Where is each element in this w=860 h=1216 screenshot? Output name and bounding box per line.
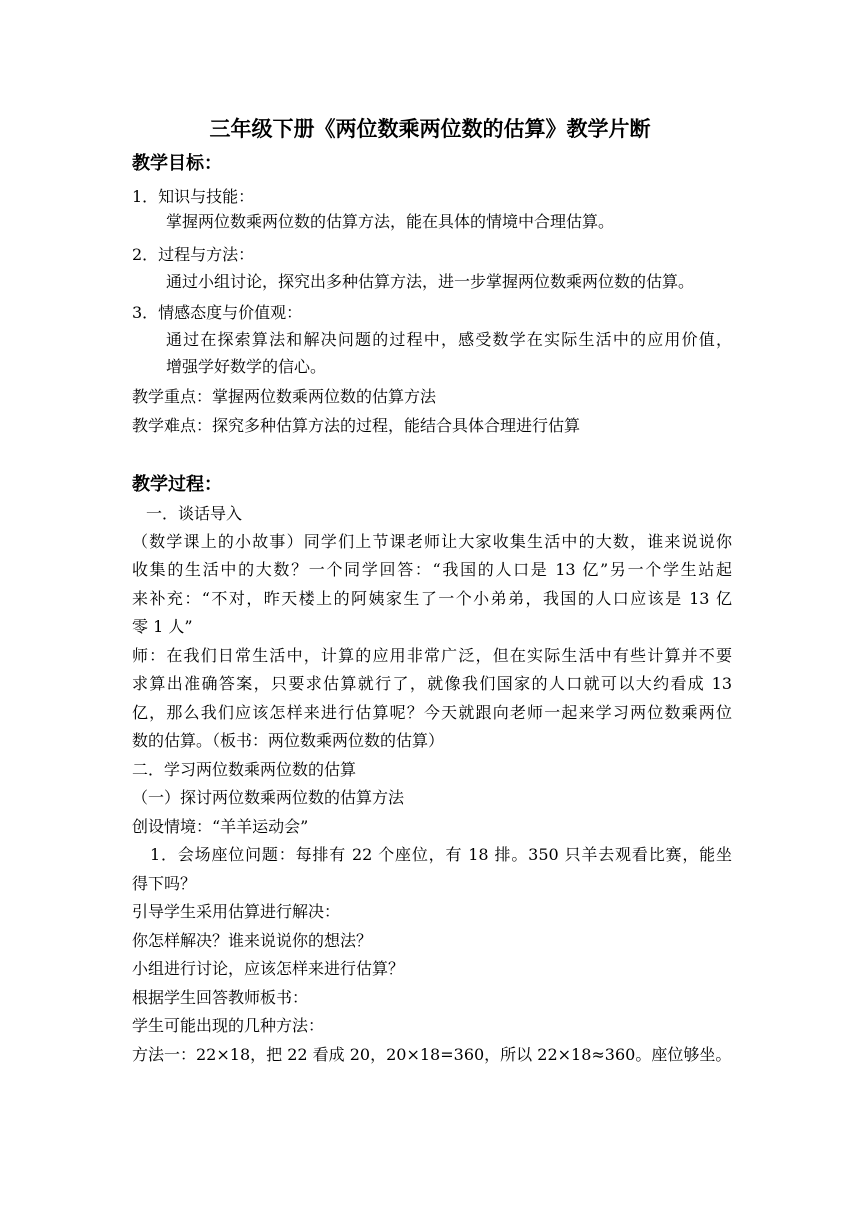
difficulty: 教学难点：探究多种估算方法的过程，能结合具体合理进行估算 (132, 416, 581, 435)
problem-line-1: 1．会场座位问题：每排有 22 个座位，有 18 排。350 只羊去观看比赛，能坐 (150, 845, 732, 864)
objective-3-label: 3．情感态度与价值观： (132, 303, 303, 322)
problem-line-2: 得下吗？ (132, 874, 197, 893)
objective-2-text: 通过小组讨论，探究出多种估算方法，进一步掌握两位数乘两位数的估算。 (166, 272, 695, 291)
teacher-line-4: 数的估算。（板书：两位数乘两位数的估算） (132, 731, 445, 750)
teacher-line-3: 亿，那么我们应该怎样来进行估算呢？今天就跟向老师一起来学习两位数乘两位 (132, 703, 732, 722)
story-line-4: 零 1 人” (132, 617, 193, 636)
key-point: 教学重点：掌握两位数乘两位数的估算方法 (132, 387, 437, 406)
story-line-3: 来补充：“不对，昨天楼上的阿姨家生了一个小弟弟，我国的人口应该是 13 亿 (132, 589, 732, 608)
scenario: 创设情境：“羊羊运动会” (132, 817, 309, 836)
objective-3-text-line1: 通过在探索算法和解决问题的过程中，感受数学在实际生活中的应用价值， (166, 330, 732, 349)
teacher-line-2: 求算出准确答案，只要求估算就行了，就像我们国家的人口就可以大约看成 13 (132, 674, 732, 693)
section-2-heading: 二．学习两位数乘两位数的估算 (132, 760, 357, 779)
process-heading: 教学过程： (132, 474, 222, 495)
subsection-1-heading: （一）探讨两位数乘两位数的估算方法 (132, 788, 405, 807)
methods-intro: 学生可能出现的几种方法： (132, 1016, 325, 1035)
board-note: 根据学生回答教师板书： (132, 988, 309, 1007)
objective-3-text-line2: 增强学好数学的信心。 (166, 357, 327, 376)
question-2: 小组进行讨论，应该怎样来进行估算？ (132, 959, 405, 978)
document-title: 三年级下册《两位数乘两位数的估算》教学片断 (209, 116, 651, 141)
objective-1-label: 1．知识与技能： (132, 187, 255, 206)
story-line-2: 收集的生活中的大数？一个同学回答：“我国的人口是 13 亿”另一个学生站起 (132, 560, 732, 579)
objective-1-text: 掌握两位数乘两位数的估算方法，能在具体的情境中合理估算。 (166, 212, 615, 231)
story-line-1: （数学课上的小故事）同学们上节课老师让大家收集生活中的大数，谁来说说你 (132, 532, 732, 551)
method-1: 方法一：22×18，把 22 看成 20，20×18=360，所以 22×18≈360。座位够坐。 (132, 1045, 732, 1064)
objective-2-label: 2．过程与方法： (132, 245, 255, 264)
objectives-heading: 教学目标： (132, 153, 222, 174)
question-1: 你怎样解决？谁来说说你的想法？ (132, 931, 373, 950)
section-1-heading: 一．谈话导入 (146, 504, 243, 523)
teacher-line-1: 师：在我们日常生活中，计算的应用非常广泛，但在实际生活中有些计算并不要 (132, 646, 732, 665)
guide-text: 引导学生采用估算进行解决： (132, 902, 341, 921)
